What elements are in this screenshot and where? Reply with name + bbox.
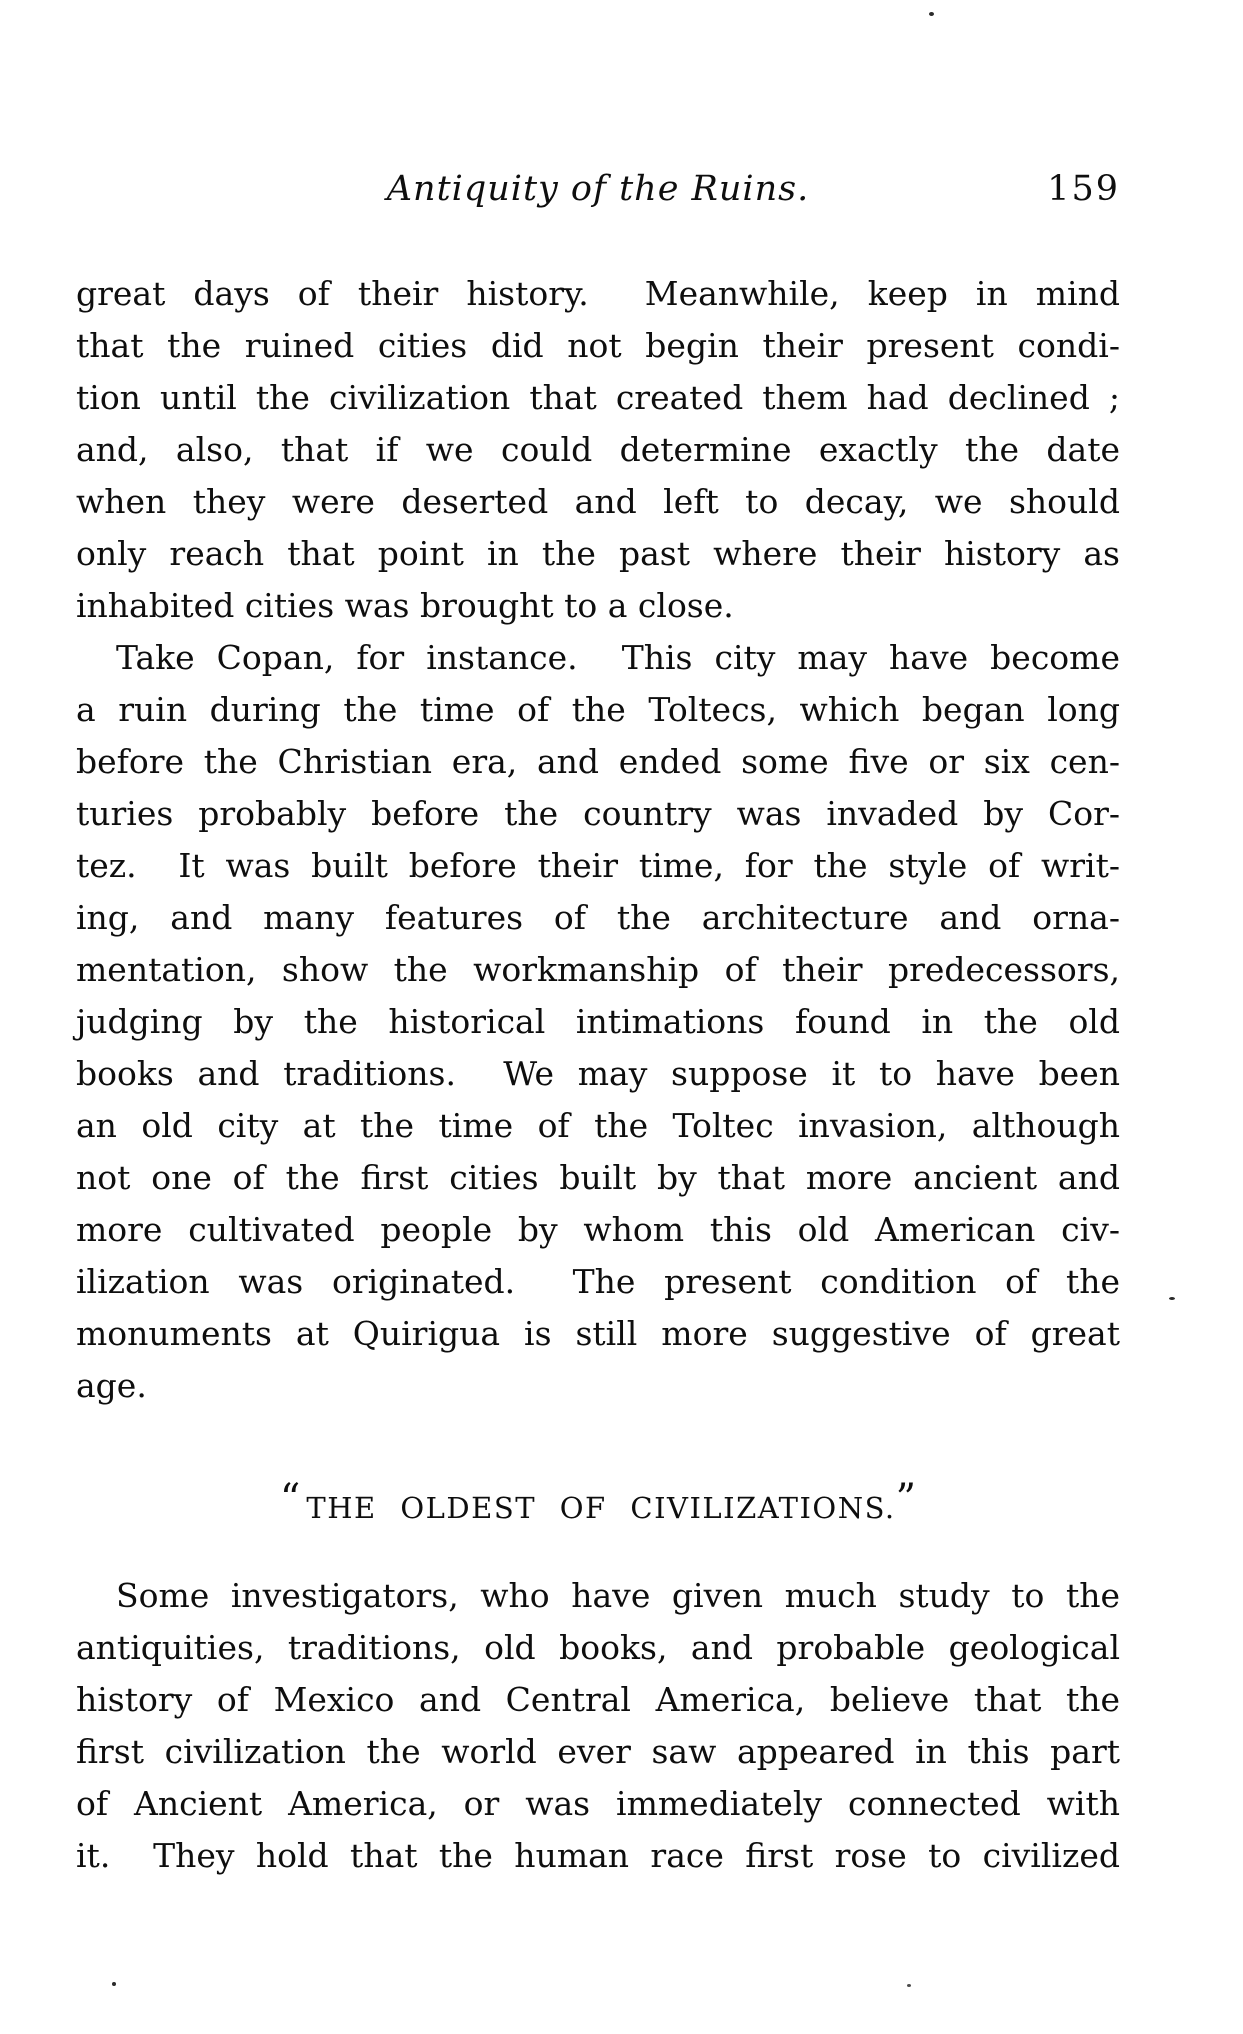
text-line: mentation, show the workmanship of their predecessors,	[76, 950, 1120, 989]
text-line: first civilization the world ever saw appeared in this part	[76, 1732, 1120, 1771]
section-heading	[76, 1476, 1120, 1534]
text-line: turies probably before the country was invaded by Cor-	[76, 794, 1120, 833]
page-header	[76, 163, 1120, 215]
text-line: before the Christian era, and ended some five or six cen-	[76, 742, 1120, 781]
text-line: that the ruined cities did not begin their present condi-	[76, 326, 1120, 365]
scan-speck	[1169, 1297, 1175, 1300]
text-block	[76, 268, 1120, 1882]
text-line: books and traditions. We may suppose it to have been	[76, 1054, 1120, 1093]
page-number: 159	[1047, 169, 1120, 209]
paragraph	[76, 1570, 1120, 1882]
open-quote-mark: “	[279, 1476, 301, 1522]
text-line: Take Copan, for instance. This city may have become	[116, 638, 1120, 677]
close-quote-mark: ”	[895, 1476, 917, 1522]
text-line: it. They hold that the human race first rose to civilized	[76, 1836, 1120, 1875]
running-title: Antiquity of the Ruins.	[386, 169, 810, 209]
text-line: tez. It was built before their time, for the style of writ-	[76, 846, 1120, 885]
text-line: only reach that point in the past where their history as	[76, 534, 1120, 573]
text-line: antiquities, traditions, old books, and probable geological	[76, 1628, 1120, 1667]
text-line: inhabited cities was brought to a close.	[76, 586, 734, 625]
text-line: tion until the civilization that created them had declined ;	[76, 378, 1120, 417]
text-line: ilization was originated. The present condition of the	[76, 1262, 1120, 1301]
text-line: great days of their history. Meanwhile, keep in mind	[76, 274, 1120, 313]
paragraph	[76, 632, 1120, 1412]
text-line: judging by the historical intimations found in the old	[76, 1002, 1120, 1041]
scan-speck	[112, 1982, 116, 1986]
text-line: and, also, that if we could determine exactly the date	[76, 430, 1120, 469]
section-heading-text: THE OLDEST OF CIVILIZATIONS.	[306, 1491, 896, 1525]
text-line: ing, and many features of the architecture and orna-	[76, 898, 1120, 937]
text-line: monuments at Quirigua is still more suggestive of great	[76, 1314, 1120, 1353]
text-line: more cultivated people by whom this old American civ-	[76, 1210, 1120, 1249]
text-line: Some investigators, who have given much study to the	[116, 1576, 1120, 1615]
text-line: history of Mexico and Central America, believe that the	[76, 1680, 1120, 1719]
text-line: an old city at the time of the Toltec invasion, although	[76, 1106, 1120, 1145]
text-line: a ruin during the time of the Toltecs, which began long	[76, 690, 1120, 729]
text-line: when they were deserted and left to decay, we should	[76, 482, 1120, 521]
paragraph	[76, 268, 1120, 632]
text-line: of Ancient America, or was immediately connected with	[76, 1784, 1120, 1823]
text-line: not one of the first cities built by that more ancient and	[76, 1158, 1120, 1197]
text-line: age.	[76, 1366, 147, 1405]
scan-speck	[929, 12, 934, 16]
scan-speck	[907, 1984, 911, 1987]
